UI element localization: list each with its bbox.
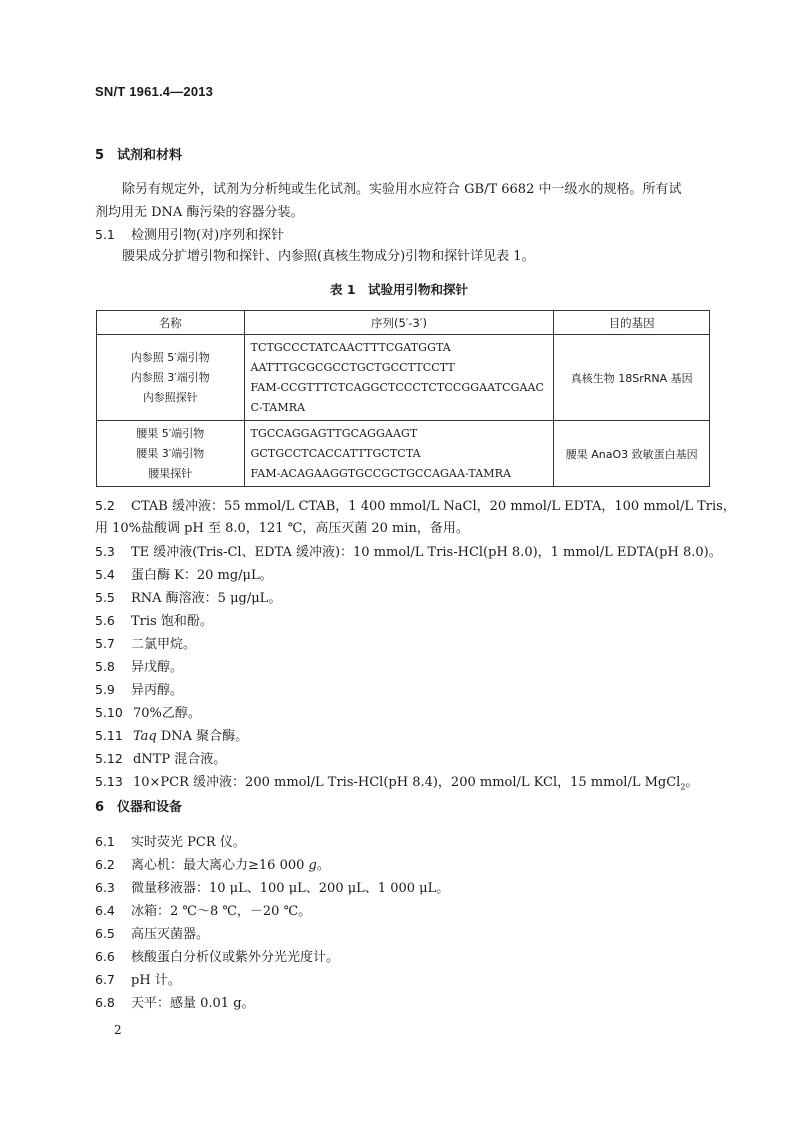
item-5-13 xyxy=(95,770,698,793)
table-header-row xyxy=(97,311,710,335)
item-6-5 xyxy=(95,922,209,945)
table-row xyxy=(97,421,710,487)
item-5-6 xyxy=(95,609,213,632)
sequence-line: AATTTGCGCGCCTGCTGCCTTCCTT xyxy=(250,360,455,374)
item-6-4 xyxy=(95,899,311,922)
item-text: 蛋白酶 K：20 mg/μL。 xyxy=(131,568,273,583)
section-5-heading xyxy=(95,144,182,163)
item-number: 5.9 xyxy=(95,682,115,697)
item-text: DNA 聚合酶。 xyxy=(156,729,249,744)
item-number: 6.8 xyxy=(95,995,115,1010)
item-number: 5.8 xyxy=(95,659,115,674)
primer-names-cell xyxy=(97,421,245,487)
item-5-1-text: 腰果成分扩增引物和探针、内参照(真核生物成分)引物和探针详见表 1。 xyxy=(122,249,535,264)
italic-unit: g xyxy=(308,858,317,873)
sequence-line: GCTGCCTCACCATTTGCTCTA xyxy=(250,446,421,460)
item-5-3 xyxy=(95,540,722,563)
item-text: 实时荧光 PCR 仪。 xyxy=(131,835,246,850)
probe-name: 内参照探针 xyxy=(142,390,198,404)
item-text: Tris 饱和酚。 xyxy=(131,614,213,629)
item-5-5 xyxy=(95,586,281,609)
sequence-cell xyxy=(244,335,554,421)
item-text: 10×PCR 缓冲液：200 mmol/L Tris-HCl(pH 8.4)，200 mmol/L KCl，15 mmol/L MgCl xyxy=(133,775,681,790)
item-number: 5.7 xyxy=(95,636,115,651)
item-text: 二氯甲烷。 xyxy=(131,637,197,652)
primer-name: 内参照 5′端引物 xyxy=(130,350,210,364)
item-text: 冰箱：2 ℃～8 ℃，－20 ℃。 xyxy=(131,904,312,919)
intro-line-2: 剂均用无 DNA 酶污染的容器分装。 xyxy=(95,205,304,220)
item-number: 6.4 xyxy=(95,903,115,918)
sequence-line: C-TAMRA xyxy=(250,400,306,414)
primer-name: 腰果 3′端引物 xyxy=(136,446,205,460)
target-gene-cell: 腰果 AnaO3 致敏蛋白基因 xyxy=(554,421,710,487)
item-number: 5.3 xyxy=(95,544,115,559)
item-number: 5.1 xyxy=(95,227,115,242)
item-6-2 xyxy=(95,853,330,876)
section-title: 仪器和设备 xyxy=(117,800,183,815)
item-number: 6.5 xyxy=(95,926,115,941)
item-text: 离心机：最大离心力≥16 000 xyxy=(131,858,309,873)
subscript: 2 xyxy=(680,782,686,792)
primer-name: 腰果 5′端引物 xyxy=(136,426,205,440)
item-5-1 xyxy=(95,223,284,246)
item-text: 异丙醇。 xyxy=(131,683,184,698)
item-text: pH 计。 xyxy=(131,973,181,988)
table-row xyxy=(97,335,710,421)
sequence-cell xyxy=(244,421,554,487)
header-name: 名称 xyxy=(97,311,245,335)
item-5-7 xyxy=(95,632,196,655)
item-5-4 xyxy=(95,563,273,586)
item-text: 核酸蛋白分析仪或紫外分光光度计。 xyxy=(131,950,340,965)
item-5-9 xyxy=(95,678,183,701)
item-5-2 xyxy=(95,494,736,517)
item-5-11 xyxy=(95,724,248,747)
item-number: 5.13 xyxy=(95,774,123,789)
sequence-line: FAM-CCGTTTCTCAGGCTCCCTCTCCGGAATCGAAC xyxy=(250,380,545,394)
sequence-line: TGCCAGGAGTTGCAGGAAGT xyxy=(250,426,418,440)
item-number: 5.2 xyxy=(95,498,115,513)
item-number: 5.12 xyxy=(95,751,123,766)
item-number: 5.11 xyxy=(95,728,123,743)
header-sequence: 序列(5′-3′) xyxy=(244,311,554,335)
item-number: 6.3 xyxy=(95,880,115,895)
target-gene-cell: 真核生物 18SrRNA 基因 xyxy=(554,335,710,421)
italic-term: Taq xyxy=(133,729,157,744)
item-6-7 xyxy=(95,968,181,991)
item-5-12 xyxy=(95,747,226,770)
item-6-8 xyxy=(95,991,255,1014)
item-text: CTAB 缓冲液：55 mmol/L CTAB，1 400 mmol/L NaCl，20 mmol/L EDTA，100 mmol/L Tris， xyxy=(131,499,736,514)
probe-name: 腰果探针 xyxy=(148,466,193,480)
item-number: 5.10 xyxy=(95,705,123,720)
standard-number: SN/T 1961.4—2013 xyxy=(95,84,214,99)
sequence-line: FAM-ACAGAAGGTGCCGCTGCCAGAA-TAMRA xyxy=(250,466,512,480)
item-text: dNTP 混合液。 xyxy=(133,752,227,767)
primer-names-cell xyxy=(97,335,245,421)
item-5-10 xyxy=(95,701,201,724)
item-number: 6.1 xyxy=(95,834,115,849)
section-number: 6 xyxy=(95,800,105,815)
table-caption: 表 1 试验用引物和探针 xyxy=(329,282,469,297)
item-number: 5.4 xyxy=(95,567,115,582)
item-text: 检测用引物(对)序列和探针 xyxy=(131,228,285,243)
item-number: 5.6 xyxy=(95,613,115,628)
item-number: 5.5 xyxy=(95,590,115,605)
sequence-line: TCTGCCCTATCAACTTTCGATGGTA xyxy=(250,340,451,354)
item-text: 天平：感量 0.01 g。 xyxy=(131,996,255,1011)
item-5-2-cont: 用 10%盐酸调 pH 至 8.0，121 ℃，高压灭菌 20 min，备用。 xyxy=(95,521,469,536)
intro-line-1: 除另有规定外，试剂为分析纯或生化试剂。实验用水应符合 GB/T 6682 中一级水的规格。所有试 xyxy=(122,182,682,197)
item-6-3 xyxy=(95,876,449,899)
primer-table xyxy=(96,310,710,487)
item-text-end: 。 xyxy=(685,775,699,790)
item-text: 70%乙醇。 xyxy=(133,706,201,721)
item-number: 6.7 xyxy=(95,972,115,987)
page-number: 2 xyxy=(114,1023,122,1037)
header-target-gene: 目的基因 xyxy=(554,311,710,335)
item-number: 6.6 xyxy=(95,949,115,964)
section-title: 试剂和材料 xyxy=(117,148,183,163)
item-text: RNA 酶溶液：5 μg/μL。 xyxy=(131,591,282,606)
item-text: 异戊醇。 xyxy=(131,660,184,675)
item-text: 高压灭菌器。 xyxy=(131,927,210,942)
item-text-end: 。 xyxy=(316,858,330,873)
item-text: TE 缓冲液(Tris-Cl、EDTA 缓冲液)：10 mmol/L Tris-HCl(pH 8.0)，1 mmol/L EDTA(pH 8.0)。 xyxy=(131,545,722,560)
primer-name: 内参照 3′端引物 xyxy=(130,370,210,384)
section-6-heading xyxy=(95,796,182,815)
item-number: 6.2 xyxy=(95,857,115,872)
item-6-1 xyxy=(95,830,246,853)
item-6-6 xyxy=(95,945,339,968)
item-text: 微量移液器：10 μL、100 μL、200 μL、1 000 μL。 xyxy=(131,881,450,896)
item-5-8 xyxy=(95,655,183,678)
section-number: 5 xyxy=(95,148,105,163)
